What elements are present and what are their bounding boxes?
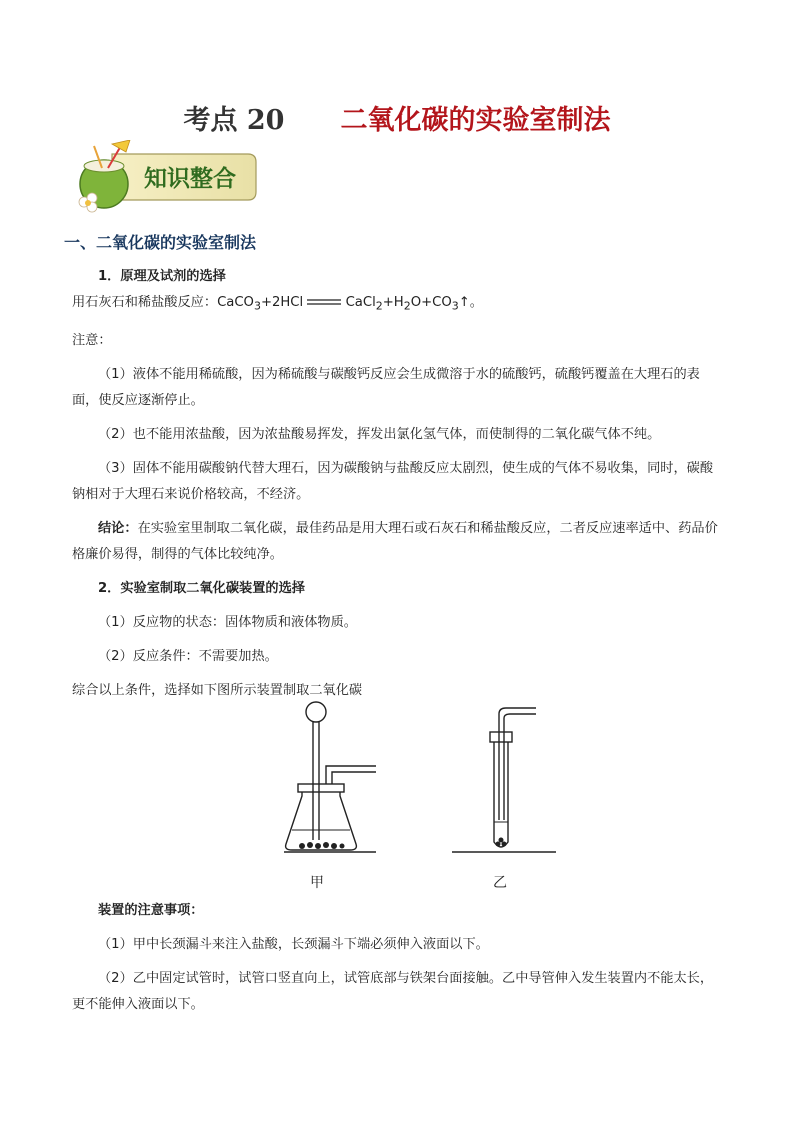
eq-r1: CaCO: [217, 295, 254, 310]
eq-p3-sub: 3: [451, 299, 459, 313]
apparatus-diagram: [280, 700, 560, 870]
reaction-prefix: 用石灰石和稀盐酸反应：: [72, 295, 218, 310]
eq-p1: CaCl: [341, 295, 376, 310]
conclusion-text: 在实验室里制取二氧化碳，最佳药品是用大理石或石灰石和稀盐酸反应，二者反应速率适中、药品价格廉价易得，制得的气体比较纯净。: [72, 520, 718, 562]
section-heading: 一、二氧化碳的实验室制法: [64, 233, 257, 252]
eq-plus: +2HCl: [260, 295, 308, 310]
test-tube-apparatus: [452, 708, 556, 852]
part2-heading: 2．实验室制取二氧化碳装置的选择: [98, 580, 305, 596]
note-1: （1）液体不能用稀硫酸，因为稀硫酸与碳酸钙反应会生成微溶于水的硫酸钙，硫酸钙覆盖在大理石的表面，使反应逐渐停止。: [72, 366, 700, 408]
conclusion: [72, 516, 722, 568]
title-main: 二氧化碳的实验室制法: [340, 105, 611, 136]
flask-apparatus: [284, 702, 376, 852]
eq-p1-sub: 2: [375, 299, 383, 313]
title-number: 考点 20: [183, 105, 285, 136]
equals-arrow: [307, 298, 341, 306]
body-part1: [72, 264, 722, 704]
reaction-line: [72, 290, 722, 320]
knowledge-badge: [72, 140, 262, 216]
notes-heading: 装置的注意事项：: [98, 903, 204, 918]
eq-p2-sub: 2: [403, 299, 411, 313]
eq-end: ↑。: [458, 295, 483, 310]
note-3: （3）固体不能用碳酸钠代替大理石，因为碳酸钠与盐酸反应太剧烈，使生成的气体不易收集，同时，碳酸钠相对于大理石来说价格较高，不经济。: [72, 460, 714, 502]
chemical-equation: [217, 295, 483, 313]
device-note-2: （2）乙中固定试管时，试管口竖直向上，试管底部与铁架台面接触。乙中导管伸入发生装置内不能太长，更不能伸入液面以下。: [72, 971, 714, 1012]
eq-r1-sub: 3: [253, 299, 261, 313]
condition-2: （2）反应条件：不需要加热。: [98, 648, 278, 664]
condition-1: （1）反应物的状态：固体物质和液体物质。: [98, 614, 357, 630]
badge-label: 知识整合: [144, 165, 236, 192]
caption-b: 乙: [493, 875, 507, 891]
device-note-1: （1）甲中长颈漏斗来注入盐酸，长颈漏斗下端必须伸入液面以下。: [98, 937, 489, 952]
eq-p3: O+CO: [410, 295, 452, 310]
summary-line: 综合以上条件，选择如下图所示装置制取二氧化碳: [72, 682, 363, 698]
note-2: （2）也不能用浓盐酸，因为浓盐酸易挥发，挥发出氯化氢气体，而使制得的二氧化碳气体不纯。: [98, 426, 661, 442]
page-title: [0, 98, 794, 137]
conclusion-label: 结论：: [98, 520, 138, 536]
part1-heading: 1．原理及试剂的选择: [98, 269, 226, 284]
caption-a: 甲: [310, 875, 324, 891]
flower-icon: [79, 193, 97, 212]
body-part2: [72, 898, 722, 1018]
eq-p2: +H: [382, 295, 404, 310]
note-label: 注意：: [72, 332, 112, 348]
